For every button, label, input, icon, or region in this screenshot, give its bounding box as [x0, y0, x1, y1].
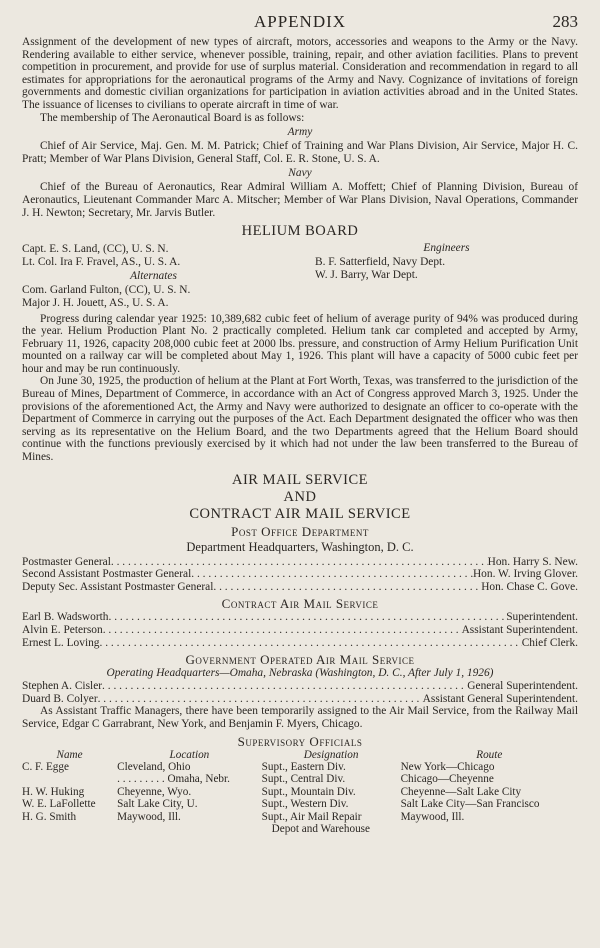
- table-row: [22, 798, 578, 810]
- supervisor-route: Maywood, Ill.: [400, 810, 465, 823]
- membership-intro: The membership of The Aeronautical Board is as follows:: [40, 111, 305, 124]
- table-row: [22, 823, 578, 835]
- staff-name: Duard B. Colyer: [22, 692, 98, 705]
- supervisor-name: [22, 773, 117, 785]
- gov-staff-row: [22, 680, 578, 693]
- helium-board-heading: HELIUM BOARD: [241, 223, 359, 240]
- army-members: Chief of Air Service, Maj. Gen. M. M. Patrick; Chief of Training and War Plans Division, Air Service, Major H. C. Pratt; Member of War Plans Division, General Staff, Col. E. R. Stone, U. S. A.: [22, 140, 578, 165]
- traffic-managers-paragraph: As Assistant Traffic Managers, there have been temporarily assigned to the Air Mail Service, from the Railway Mail Service, Edgar C Garrabrant, New York, and Benjamin F. Myers, Chicago.: [22, 705, 578, 730]
- staff-role: Superintendent.: [506, 611, 578, 624]
- helium-board-members: [22, 243, 578, 309]
- staff-role: Postmaster General: [22, 555, 111, 568]
- column-header: Designation: [303, 748, 359, 761]
- staff-role: Deputy Sec. Assistant Postmaster General: [22, 580, 214, 593]
- supervisor-designation: Depot and Warehouse: [271, 823, 370, 835]
- staff-role: Second Assistant Postmaster General: [22, 568, 192, 581]
- staff-role: General Superintendent.: [467, 680, 578, 693]
- navy-members: Chief of the Bureau of Aeronautics, Rear Admiral William A. Moffett; Chief of Planning Division, Bureau of Aeronautics, Lieutenant Commander Marc A. Mitscher; Member of War Plans Division, Naval Operations, Commander J. H. Newton; Secretary, Mr. Jarvis Butler.: [22, 181, 578, 219]
- supervisor-designation: Supt., Central Div.: [261, 773, 346, 786]
- staff-role: Chief Clerk.: [521, 636, 578, 649]
- department-hq-heading: Department Headquarters, Washington, D. C.: [186, 539, 414, 554]
- helium-progress-paragraph: Progress during calendar year 1925: 10,389,682 cubic feet of helium of average purity of 94% was produced during the year. Helium Production Plant No. 2 practically completed. Helium tank car completed and accepted by Army, February 11, 1926, capacity 208,000 cubic feet at 2000 lbs. pressure, and construction of Army Helium Purification Unit mounted on a railway car will be completed about May 1, 1926. This plant will have a capacity of 5000 cubic feet per hour and may be run continuously.: [22, 312, 578, 375]
- helium-transfer-paragraph: On June 30, 1925, the production of helium at the Plant at Fort Worth, Texas, was transferred to the jurisdiction of the Bureau of Mines, Department of Commerce, in accordance with an Act of Congress approved March 3, 1925. Under the provisions of the aforementioned Act, the Army and Navy were authorized to designate an officer to co-operate with the Department of Commerce in carrying out the purposes of the Act. Each Department designated the officer who was then serving as its representative on the Helium Board, and the two Departments agreed that the Helium Board should continue with the functions previously exercised by it which had not under the law been transferred to the Bureau of Mines.: [22, 375, 578, 464]
- hq-staff-row: [22, 556, 578, 569]
- column-header: Name: [56, 748, 83, 761]
- staff-name: Ernest L. Loving: [22, 636, 100, 649]
- supervisor-route: New York—Chicago: [400, 760, 495, 773]
- table-row: [22, 811, 578, 823]
- supervisor-route: Cheyenne—Salt Lake City: [400, 785, 522, 798]
- staff-name: Hon. W. Irving Glover.: [472, 568, 578, 581]
- supervisory-table: [22, 749, 578, 836]
- supervisor-designation: Supt., Air Mail Repair: [261, 810, 362, 823]
- column-header: Location: [169, 748, 210, 761]
- supervisor-designation: Supt., Western Div.: [261, 798, 349, 811]
- table-header-row: [22, 749, 578, 761]
- supervisor-name: H. G. Smith: [22, 810, 77, 823]
- gov-service-heading: Government Operated Air Mail Service: [185, 652, 415, 668]
- column-header: Route: [476, 748, 503, 761]
- helium-alternate: Com. Garland Fulton, (CC), U. S. N.: [22, 284, 191, 297]
- staff-name: Hon. Chase C. Gove.: [481, 580, 578, 593]
- supervisor-location: Cheyenne, Wyo.: [117, 785, 192, 798]
- air-mail-heading: AIR MAIL SERVICE: [232, 471, 368, 488]
- table-row: [22, 761, 578, 773]
- post-office-heading: Post Office Department: [231, 523, 369, 539]
- supervisory-heading: Supervisory Officials: [237, 733, 363, 749]
- supervisor-designation: Supt., Eastern Div.: [261, 760, 346, 773]
- contract-service-heading: Contract Air Mail Service: [221, 596, 379, 612]
- operating-hq: Operating Headquarters—Omaha, Nebraska (Washington, D. C., After July 1, 1926): [106, 667, 494, 680]
- staff-name: Alvin E. Peterson: [22, 624, 103, 636]
- supervisor-location: . . . . . . . . . Omaha, Nebr.: [117, 773, 230, 786]
- supervisor-location: Cleveland, Ohio: [117, 760, 191, 773]
- staff-name: Earl B. Wadsworth: [22, 611, 109, 624]
- contract-staff-row: [22, 624, 578, 637]
- staff-role: Assistant Superintendent.: [461, 624, 578, 636]
- supervisor-name: H. W. Huking: [22, 785, 85, 798]
- army-caption: Army: [287, 126, 313, 139]
- supervisor-route: Chicago—Cheyenne: [400, 773, 494, 786]
- helium-member: Lt. Col. Ira F. Fravel, AS., U. S. A.: [22, 255, 181, 268]
- page-number: 283: [552, 12, 578, 31]
- supervisor-location: [117, 823, 262, 835]
- table-row: [22, 773, 578, 785]
- helium-engineer: B. F. Satterfield, Navy Dept.: [315, 256, 446, 269]
- helium-right-column: [285, 243, 578, 309]
- supervisor-route: Salt Lake City—San Francisco: [400, 798, 540, 811]
- supervisor-designation: Supt., Mountain Div.: [261, 785, 356, 798]
- helium-member: Capt. E. S. Land, (CC), U. S. N.: [22, 243, 169, 256]
- supervisor-name: C. F. Egge: [22, 760, 69, 773]
- helium-engineer: W. J. Barry, War Dept.: [315, 268, 418, 281]
- alternates-caption: Alternates: [130, 270, 177, 283]
- engineers-caption: Engineers: [423, 242, 470, 255]
- hq-staff-row: [22, 568, 578, 581]
- contract-staff-row: [22, 637, 578, 650]
- staff-name: Stephen A. Cisler: [22, 680, 103, 693]
- navy-caption: Navy: [288, 167, 312, 180]
- staff-role: Assistant General Superintendent.: [422, 692, 578, 705]
- staff-name: Hon. Harry S. New.: [487, 555, 578, 568]
- gov-staff-row: [22, 693, 578, 706]
- hq-staff-row: [22, 581, 578, 594]
- and-heading: AND: [283, 488, 317, 505]
- supervisor-route: [401, 823, 578, 835]
- supervisor-name: [22, 823, 117, 835]
- supervisor-location: Maywood, Ill.: [117, 810, 181, 823]
- page-header: [22, 6, 578, 36]
- contract-staff-row: [22, 611, 578, 624]
- running-title: APPENDIX: [253, 12, 347, 31]
- contract-air-mail-heading: CONTRACT AIR MAIL SERVICE: [189, 505, 411, 522]
- supervisor-name: W. E. LaFollette: [22, 798, 96, 811]
- helium-left-column: [22, 243, 285, 309]
- table-row: [22, 786, 578, 798]
- supervisor-location: Salt Lake City, U.: [117, 798, 198, 811]
- helium-alternate: Major J. H. Jouett, AS., U. S. A.: [22, 296, 169, 309]
- intro-paragraph: Assignment of the development of new types of aircraft, motors, accessories and weapons to the Army or the Navy. Rendering available to either service, whenever possible, training, repair, and other aviation facilities. Plans to prevent competition in procurement, and provide for use of surplus material. Consideration and recommendation in regard to all estimates for appropriations for the aeronautical programs of the Army and Navy. Cognizance of invitations of foreign governments and domestic civilian organizations for participation in aviation activities abroad and in the United States. The issuance of licenses to civilians to operate aircraft in time of war.: [22, 36, 578, 111]
